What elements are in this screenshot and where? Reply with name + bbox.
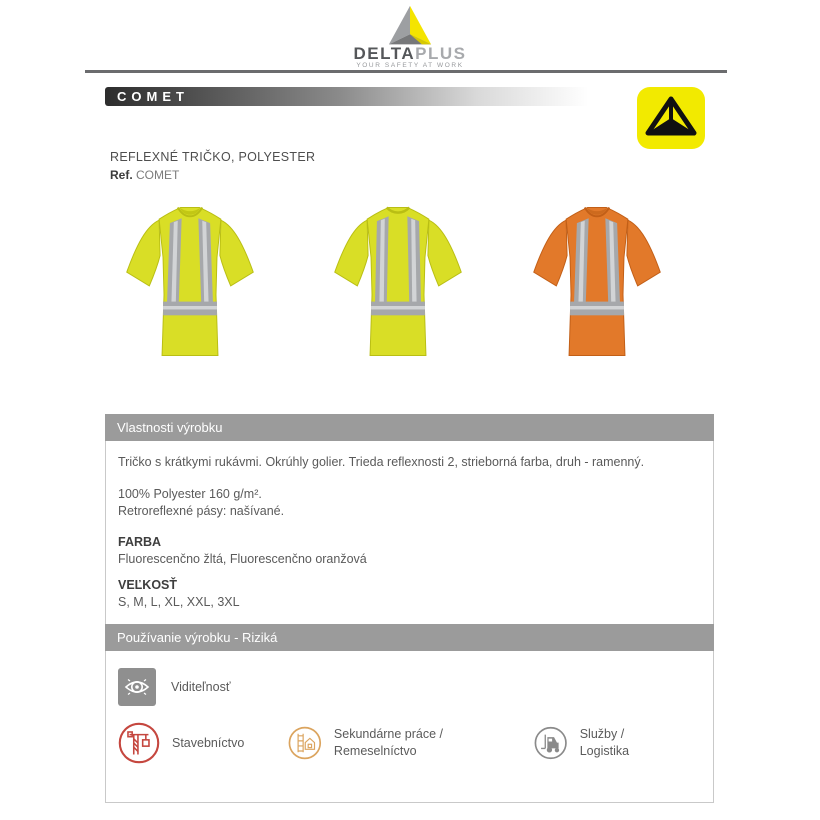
product-code-bar-label: COMET xyxy=(117,89,189,104)
sector-construction-label: Stavebníctvo xyxy=(172,735,245,750)
sector-construction-item xyxy=(118,722,244,764)
brand-logo xyxy=(0,4,820,69)
usage-body xyxy=(105,651,714,803)
sector-row xyxy=(118,722,701,764)
product-code-bar xyxy=(105,87,725,106)
product-image-orange-front xyxy=(521,194,673,368)
sector-secondary-works-item xyxy=(288,722,490,764)
brand-wordmark xyxy=(354,46,467,61)
eye-icon xyxy=(118,668,156,706)
product-image-yellow-back xyxy=(322,194,474,368)
top-divider xyxy=(85,70,727,73)
product-image-row xyxy=(0,194,820,370)
product-title: REFLEXNÉ TRIČKO, POLYESTER xyxy=(110,150,316,164)
brand-tagline: YOUR SAFETY AT WORK xyxy=(356,62,464,69)
usage-header xyxy=(105,624,714,651)
color-value: Fluorescenčno žltá, Fluorescenčno oranžová xyxy=(118,552,367,566)
ref-value: COMET xyxy=(136,168,180,182)
product-reference xyxy=(110,168,315,182)
properties-header xyxy=(105,414,714,441)
sector-services-logistics-label: Služby / Logistika xyxy=(579,727,630,758)
material-line-1: 100% Polyester 160 g/m². xyxy=(118,487,262,501)
product-properties-section xyxy=(105,414,714,626)
delta-plus-app-icon xyxy=(637,87,705,149)
forklift-icon xyxy=(534,722,567,764)
color-label: FARBA xyxy=(118,535,162,549)
brand-wordmark-plus: PLUS xyxy=(415,44,467,63)
ref-label: Ref. xyxy=(110,168,133,182)
sector-secondary-works-label: Sekundárne práce / Remeselníctvo xyxy=(333,727,444,758)
risk-visibility-item xyxy=(118,668,701,706)
product-heading xyxy=(110,150,315,182)
usage-header-label: Používanie výrobku - Riziká xyxy=(117,630,278,645)
material-line-2: Retroreflexné pásy: našívané. xyxy=(118,504,285,518)
construction-crane-icon xyxy=(118,722,160,764)
risk-visibility-label: Viditeľnosť xyxy=(171,679,231,694)
size-value: S, M, L, XL, XXL, 3XL xyxy=(118,595,240,609)
sector-services-logistics-item xyxy=(534,722,657,764)
delta-plus-pyramid-icon xyxy=(380,4,440,48)
properties-body xyxy=(105,441,714,626)
size-label: VEĽKOSŤ xyxy=(118,578,178,592)
properties-header-label: Vlastnosti výrobku xyxy=(117,420,223,435)
product-usage-section xyxy=(105,624,714,803)
brand-wordmark-delta: DELTA xyxy=(353,44,416,63)
product-image-yellow-front xyxy=(114,194,266,368)
properties-material xyxy=(118,486,701,520)
scaffolding-icon xyxy=(288,722,322,764)
properties-description: Tričko s krátkymi rukávmi. Okrúhly golier. Trieda reflexnosti 2, strieborná farba, druh - ramenný. xyxy=(118,455,645,469)
